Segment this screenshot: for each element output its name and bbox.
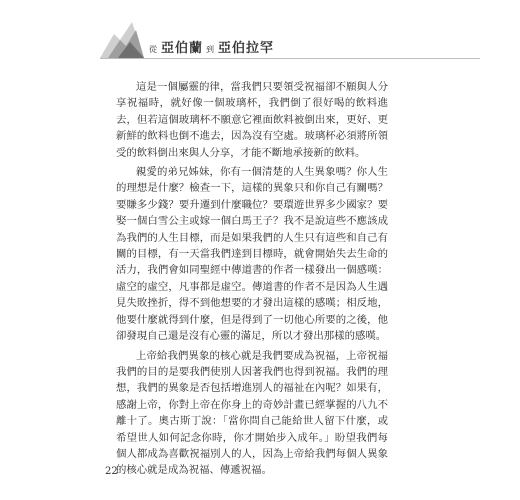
mountain-icon	[100, 20, 144, 58]
title-abram: 亞伯蘭	[161, 41, 204, 56]
title-to: 到	[206, 45, 216, 54]
title-from: 從	[149, 45, 158, 54]
page-number: 22	[105, 466, 118, 477]
header-divider	[100, 58, 480, 59]
book-title	[146, 37, 274, 56]
paragraph: 這是一個屬靈的律，當我們只要領受祝福卻不願與人分享祝福時，就好像一個玻璃杯，我們倒了很好喝的飲料進去，但若這個玻璃杯不願意它裡面飲料被倒出來，更好、更新鮮的飲料也倒不進去，因為沒有空處。玻璃杯必須將所領受的飲料倒出來與人分享，才能不斷地承接新的飲料。	[116, 81, 388, 159]
body-text	[116, 79, 388, 482]
title-abraham: 亞伯拉罕	[218, 41, 275, 56]
running-header	[100, 20, 480, 60]
paragraph: 親愛的弟兄姊妹，你有一個清楚的人生異象嗎？你人生的理想是什麼？檢查一下，這樣的異象只和你自己有關嗎？要賺多少錢？要升遷到什麼職位？要環遊世界多少國家？要娶一個白雪公主或嫁一個白馬王子？我不是說這些不應該成為我們的人生目標，而是如果我們的人生只有這些和自己有關的目標，有一天當我們達到目標時，就會開始失去生命的活力，我們會如同聖經中傳道書的作者一樣發出一個感嘆：虛空的虛空，凡事都是虛空。傳道書的作者不是因為人生遇見失敗挫折，得不到他想要的才發出這樣的感嘆；相反地，他要什麼就得到什麼，但是得到了一切他心所要的之後，他卻發現自己還是沒有心靈的滿足，所以才發出那樣的感嘆。	[116, 166, 388, 343]
paragraph: 上帝給我們異象的核心就是我們要成為祝福，上帝祝福我們的目的是要我們使別人因著我們也得到祝福。我們的理想，我們的異象是否包括增進別人的福祉在內呢？如果有，感謝上帝，你對上帝在你身上的奇妙計畫已經掌握的八九不離十了。奧古斯丁說：「當你問自己能給世人留下什麼，或希望世人如何記念你時，你才開始步入成年。」盼望我們每個人都成為喜歡祝福別人的人，因為上帝給我們每個人異象的核心就是成為祝福、傳遞祝福。	[116, 349, 388, 477]
